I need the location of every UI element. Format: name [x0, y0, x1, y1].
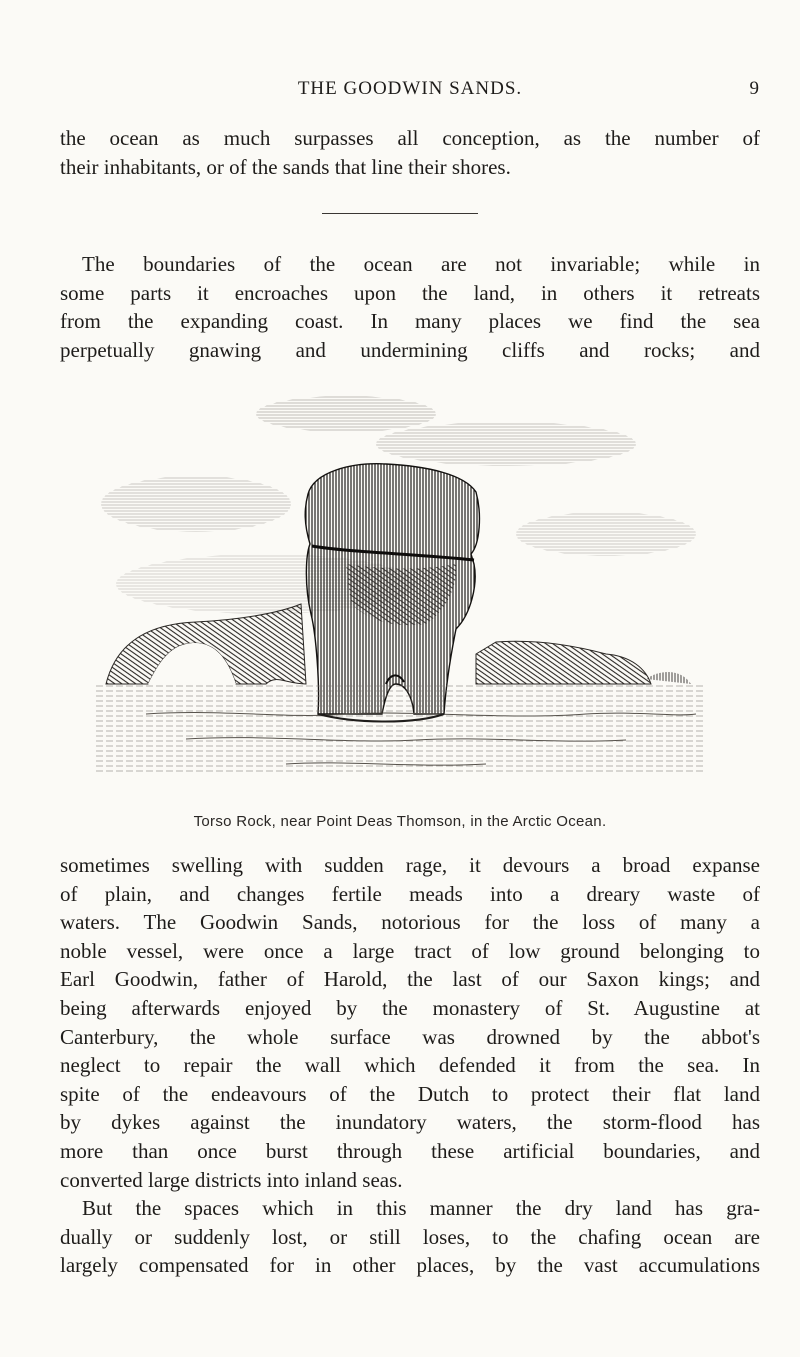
left-rock-arch [106, 604, 306, 684]
text-line: perpetually gnawing and undermining cliffs and rocks; and [60, 337, 760, 362]
text-line: largely compensated for in other places, by the vast accumulations [60, 1253, 760, 1278]
text-line: of plain, and changes fertile meads into a dreary waste of [60, 881, 760, 906]
paragraph-1 [60, 124, 760, 181]
text-line: neglect to repair the wall which defended it from the sea. In [60, 1053, 760, 1078]
text-line: by dykes against the inundatory waters, the storm-flood has [60, 1110, 760, 1135]
running-title: THE GOODWIN SANDS. [297, 78, 523, 99]
paragraph-2 [60, 250, 760, 364]
sea-surface [96, 684, 706, 774]
text-line: converted large districts into inland seas. [60, 1167, 403, 1192]
text-line: from the expanding coast. In many places we find the sea [60, 309, 760, 334]
page-number: 9 [749, 78, 760, 99]
text-line: being afterwards enjoyed by the monastery of St. Augustine at [60, 995, 760, 1020]
text-line: noble vessel, were once a large tract of low ground belonging to [60, 938, 760, 963]
figure-caption: Torso Rock, near Point Deas Thomson, in the Arctic Ocean. [193, 813, 607, 830]
text-line: sometimes swelling with sudden rage, it devours a broad expanse [60, 853, 760, 877]
torso-rock-engraving [86, 384, 714, 790]
text-line: Earl Goodwin, father of Harold, the last of our Saxon kings; and [60, 967, 760, 992]
text-line: waters. The Goodwin Sands, notorious for the loss of many a [60, 910, 760, 935]
text-line: their inhabitants, or of the sands that line their shores. [60, 154, 511, 179]
text-line: the ocean as much surpasses all conception, as the number of [60, 126, 760, 150]
text-line: some parts it encroaches upon the land, in others it retreats [60, 280, 760, 305]
text-line: The boundaries of the ocean are not invariable; while in [82, 252, 760, 276]
text-line: But the spaces which in this manner the dry land has gra- [82, 1196, 760, 1221]
torso-rock [305, 464, 479, 714]
text-line: spite of the endeavours of the Dutch to protect their flat land [60, 1081, 760, 1106]
running-head [60, 78, 760, 108]
paragraph-3 [60, 851, 760, 1280]
text-line: Canterbury, the whole surface was drowned by the abbot's [60, 1024, 760, 1049]
right-cliffs [476, 641, 691, 684]
section-divider [322, 213, 478, 214]
text-line: more than once burst through these artificial boundaries, and [60, 1138, 760, 1163]
text-line: dually or suddenly lost, or still loses, to the chafing ocean are [60, 1224, 760, 1249]
